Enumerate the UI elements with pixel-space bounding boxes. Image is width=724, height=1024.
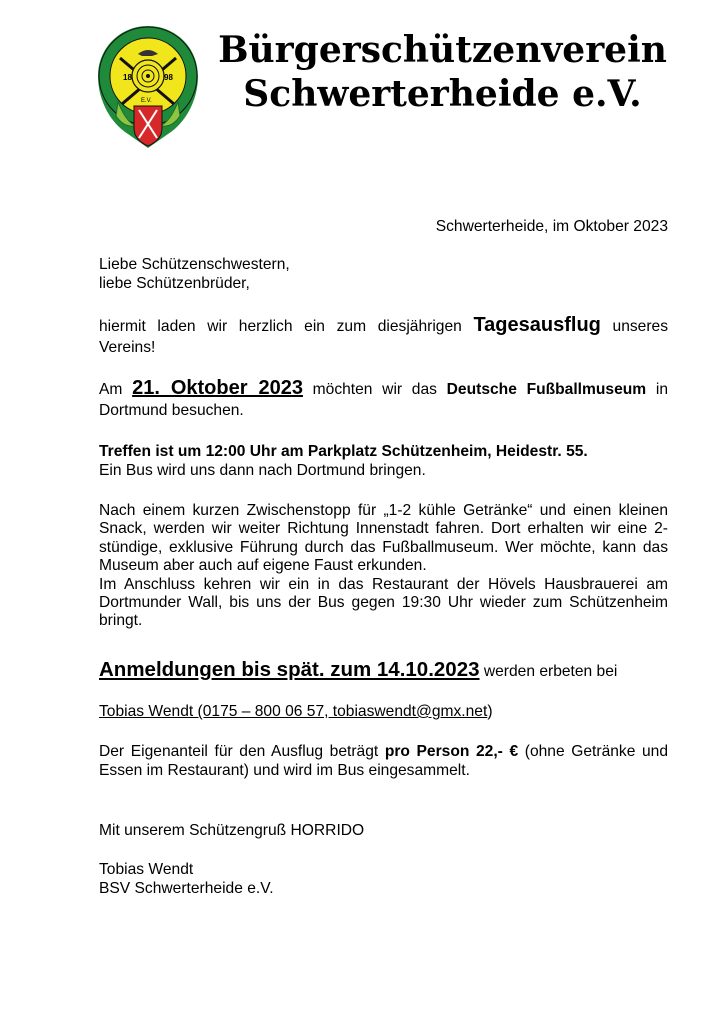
cost-paragraph	[99, 742, 668, 780]
text: in Dortmund besuchen.	[99, 381, 668, 419]
svg-text:E.V.: E.V.	[141, 98, 152, 104]
text: Nach einem kurzen Zwischenstopp für „1-2 kühle Getränke“ und einen kleinen Snack, werden wir weiter Richtung Innenstadt fahren. Dort erhalten wir eine 2-stündige, exklusive Führung durch das Fußballmuseum. Wer möchte, kann das Museum aber auch auf eigene Faust erkunden.	[99, 502, 668, 575]
date-line: Schwerterheide, im Oktober 2023	[435, 218, 668, 235]
text: möchten wir das	[302, 381, 447, 398]
text: Am	[99, 381, 133, 398]
meeting-paragraph	[99, 442, 668, 480]
price: pro Person 22,- €	[384, 743, 519, 760]
contact-info: Tobias Wendt (0175 – 800 06 57, tobiaswendt@gmx.net	[99, 703, 488, 720]
text: werden erbeten bei	[479, 663, 618, 680]
text: Ein Bus wird uns dann nach Dortmund bringen.	[99, 462, 426, 479]
signature	[99, 860, 668, 898]
signer-org: BSV Schwerterheide e.V.	[99, 880, 274, 897]
svg-text:98: 98	[164, 73, 173, 82]
greeting-line-2: liebe Schützenbrüder,	[99, 275, 250, 292]
title-line-1: Bürgerschützenverein	[218, 29, 667, 71]
invitation-paragraph	[99, 315, 668, 358]
contact-line	[99, 702, 668, 721]
text: hiermit laden wir herzlich ein zum diesjährigen	[99, 318, 474, 335]
registration-deadline: Anmeldungen bis spät. zum 14.10.2023	[99, 658, 480, 681]
greeting	[99, 255, 668, 293]
text: Der Eigenanteil für den Ausflug beträgt	[99, 743, 385, 760]
event-date: 21. Oktober 2023	[132, 377, 303, 399]
meeting-point: Treffen ist um 12:00 Uhr am Parkplatz Schützenheim, Heidestr. 55.	[99, 443, 588, 460]
signer-name: Tobias Wendt	[99, 861, 194, 878]
text: )	[487, 703, 493, 720]
program-paragraph	[99, 502, 668, 631]
text: Im Anschluss kehren wir ein in das Restaurant der Hövels Hausbrauerei am Dortmunder Wall, bis uns der Bus gegen 19:30 Uhr wieder zum Schützenheim bringt.	[99, 575, 668, 630]
greeting-line-1: Liebe Schützenschwestern,	[99, 256, 290, 273]
club-title	[215, 28, 670, 116]
event-name: Tagesausflug	[473, 314, 601, 336]
text: unseres Vereins!	[99, 318, 669, 356]
title-line-2: Schwerterheide e.V.	[243, 73, 642, 115]
text: (ohne Getränke und Essen im Restaurant) und wird im Bus eingesammelt.	[99, 743, 669, 779]
destination: Deutsche Fußballmuseum	[446, 381, 647, 398]
club-logo	[96, 24, 200, 150]
closing-line: Mit unserem Schützengruß HORRIDO	[99, 822, 365, 839]
svg-text:18: 18	[123, 73, 132, 82]
registration-line	[99, 658, 668, 684]
date-paragraph	[99, 378, 668, 421]
